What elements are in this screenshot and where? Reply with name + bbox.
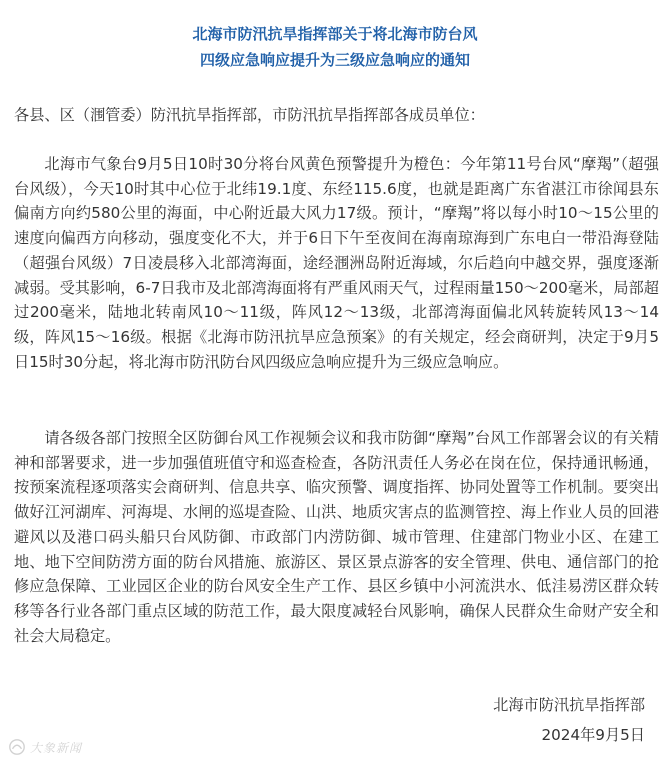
notice-title-line-2: 四级应急响应提升为三级应急响应的通知 [199, 51, 470, 69]
watermark-text: 大象新闻 [30, 740, 83, 755]
watermark [8, 738, 82, 756]
signature-date: 2024年9月5日 [541, 726, 645, 744]
body-paragraph-1: 北海市气象台9月5日10时30分将台风黄色预警提升为橙色：今年第11号台风“摩羯”（超强台风级），今天10时其中心位于北纬19.1度、东经115.6度，也就是距离广东省湛江市徐闻县东偏南方向约580公里的海面，中心附近最大风力17级。预计，“摩羯”将以每小时10～15公里的速度向偏西方向移动，强度变化不大，并于6日下午至夜间在海南琼海到广东电白一带沿海登陆（超强台风级）7日凌晨移入北部湾海面，途经涠洲岛附近海域，尔后趋向中越交界，强度逐渐减弱。受其影响，6-7日我市及北部湾海面将有严重风雨天气，过程雨量150～200毫米，局部超过200毫米，陆地北转南风10～11级，阵风12～13级，北部湾海面偏北风转旋转风13～14级，阵风15～16级。根据《北海市防汛抗旱应急预案》的有关规定，经会商研判，决定于9月5日15时30分起，将北海市防汛防台风四级应急响应提升为三级应急响应。 [14, 155, 659, 371]
signature-organization: 北海市防汛抗旱指挥部 [493, 696, 645, 714]
watermark-logo-icon [8, 738, 26, 756]
salutation: 各县、区（涠管委）防汛抗旱指挥部，市防汛抗旱指挥部各成员单位： [14, 106, 485, 124]
notice-title-line-1: 北海市防汛抗旱指挥部关于将北海市防台风 [192, 25, 478, 43]
body-paragraph-2: 请各级各部门按照全区防御台风工作视频会议和我市防御“摩羯”台风工作部署会议的有关精神和部署要求，进一步加强值班值守和巡查检查，各防汛责任人务必在岗在位，保持通讯畅通，按预案流程逐项落实会商研判、信息共享、临灾预警、调度指挥、协同处置等工作机制。要突出做好江河湖库、河海堤、水闸的巡堤查险、山洪、地质灾害点的监测管控、海上作业人员的回港避风以及港口码头船只台风防御、市政部门内涝防御、城市管理、住建部门物业小区、在建工地、地下空间防涝方面的防台风措施、旅游区、景区景点游客的安全管理、供电、通信部门的抢修应急保障、工业园区企业的防台风安全生产工作、县区乡镇中小河流洪水、低洼易涝区群众转移等各行业各部门重点区域的防范工作，最大限度减轻台风影响，确保人民群众生命财产安全和社会大局稳定。 [14, 429, 659, 645]
